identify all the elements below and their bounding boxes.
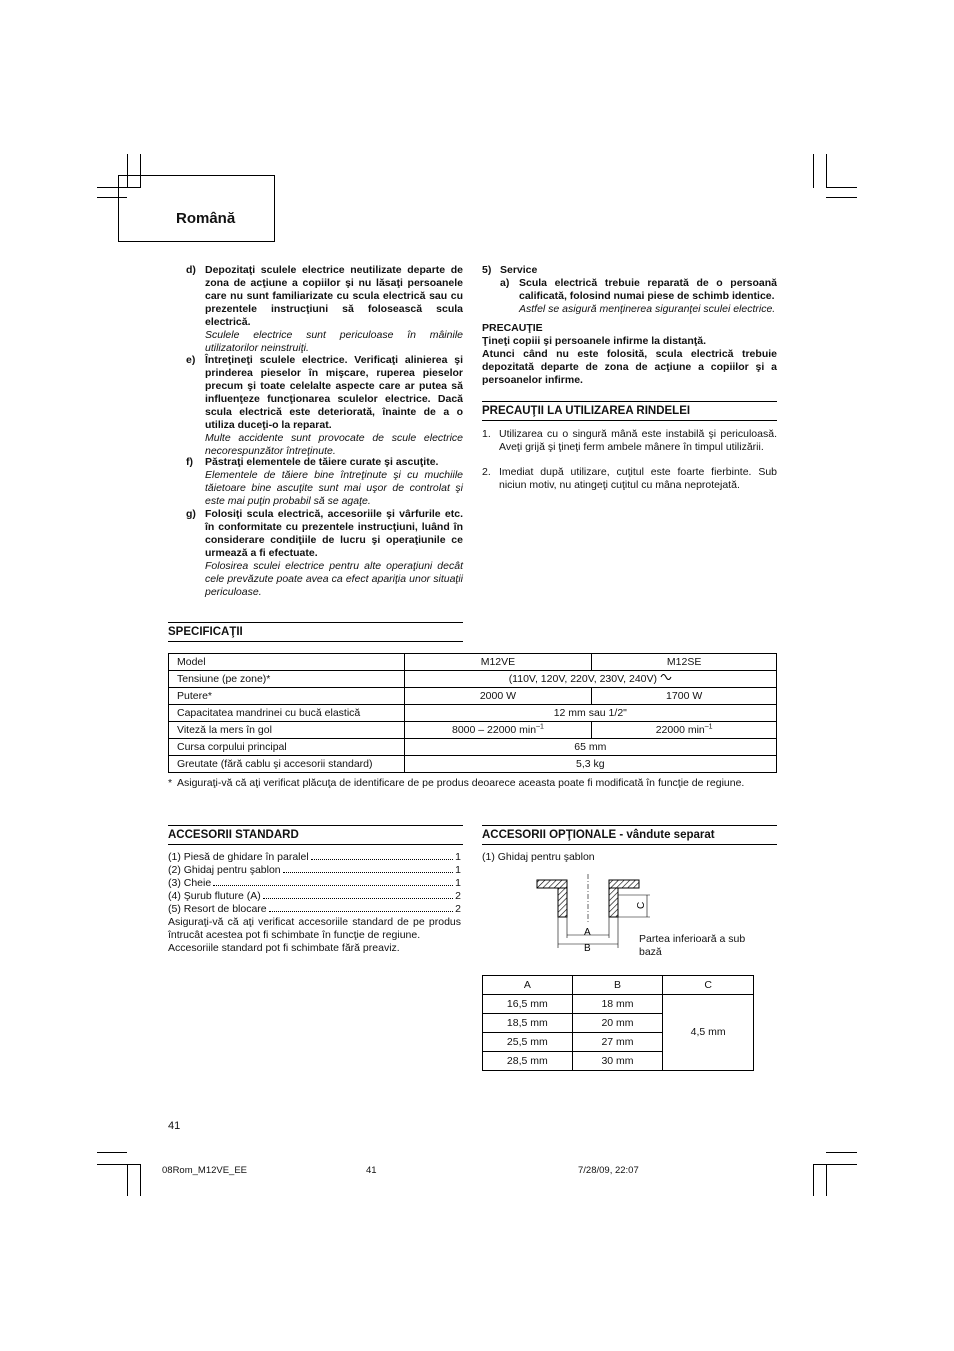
note: Accesoriile standard pot fi schimbate fără preaviz. (168, 942, 400, 954)
table-row (169, 671, 777, 688)
item-name: (2) Ghidaj pentru şablon (168, 864, 281, 876)
item-bold-text: Păstraţi elementele de tăiere curate şi ascuţite. (205, 456, 439, 468)
item-bold-text: Depozitaţi sculele electrice neutilizate departe de zona de acţiune a copiilor şi nu lăsaţi persoanele care nu sunt familiarizate cu scula electrică sau cu prezentele instrucţiuni să folosească scula electrică. (205, 264, 463, 328)
item-label: d) (186, 264, 196, 276)
list-item (168, 864, 461, 877)
table-cell: Cursa corpului principal (169, 739, 405, 756)
list-item (186, 354, 463, 458)
list-item (186, 264, 463, 355)
exponent: –1 (704, 723, 713, 730)
crop-mark (813, 1164, 814, 1196)
page-number: 41 (168, 1120, 181, 1132)
section-heading: ACCESORII OPŢIONALE - vândute separat (482, 825, 777, 845)
footer-file: 08Rom_M12VE_EE (162, 1165, 248, 1176)
table-cell (404, 722, 592, 739)
service-title: Service (500, 264, 538, 276)
item-label: g) (186, 508, 196, 520)
table-cell (592, 722, 777, 739)
precaution-title: PRECAUŢIE (482, 322, 543, 334)
table-cell: 5,3 kg (404, 756, 776, 773)
item-italic-text: Folosirea sculei electrice pentru alte operaţiuni decât cele prevăzute poate avea ca efect apariţia unor situaţii periculoase. (205, 560, 463, 598)
ac-symbol-icon (660, 673, 672, 685)
specs-table (168, 653, 777, 773)
exponent: –1 (536, 723, 544, 730)
table-cell: 1700 W (592, 688, 777, 705)
item-number: 1. (482, 428, 491, 440)
table-cell: Tensiune (pe zone)* (169, 671, 405, 688)
table-cell: 18,5 mm (483, 1014, 573, 1033)
crop-mark (97, 1152, 127, 1153)
table-row (483, 976, 754, 995)
item-italic-text: Elementele de tăiere bine întreţinute şi cu muchiile tăietoare bine ascuţite sunt mai uşor de controlat şi este mai puţin probabil să se agaţe. (205, 469, 463, 507)
table-row (169, 654, 777, 671)
list-item (168, 851, 461, 864)
table-cell: 16,5 mm (483, 995, 573, 1014)
table-row (169, 705, 777, 722)
table-cell: 25,5 mm (483, 1033, 573, 1052)
dim-label-c: C (636, 901, 647, 909)
list-item (482, 428, 777, 454)
footnote: Asiguraţi-vă că aţi verificat plăcuţa de identificare de pe produs deoarece aceasta poate fi modificată în funcţie de regiune. (177, 777, 745, 789)
crop-mark (813, 1164, 857, 1165)
item-qty: 1 (455, 864, 461, 876)
table-cell: 20 mm (572, 1014, 663, 1033)
item-bold-text: Folosiţi scula electrică, accesoriile şi vârfurile etc. în conformitate cu prezentele instrucţiuni, luând în considerare condiţiile de lucru şi operaţiunile ce urmează a fi efectuate. (205, 508, 463, 559)
section-heading: ACCESORII STANDARD (168, 825, 463, 845)
item-label: f) (186, 456, 193, 468)
table-cell: 27 mm (572, 1033, 663, 1052)
list-item (168, 877, 461, 890)
item-italic-text: Sculele electrice sunt periculoase în mâinile utilizatorilor neinstruiţi. (205, 329, 463, 354)
list-item (186, 508, 463, 599)
table-row (169, 688, 777, 705)
list-item (168, 903, 461, 916)
list-item (168, 890, 461, 903)
table-cell: 18 mm (572, 995, 663, 1014)
table-cell (404, 671, 776, 688)
table-row (169, 756, 777, 773)
item-number: 2. (482, 466, 491, 478)
table-cell: Model (169, 654, 405, 671)
speed-a: 8000 – 22000 min (452, 723, 537, 736)
item-text: Imediat după utilizare, cuţitul este foarte fierbinte. Sub niciun motiv, nu atingeţi cuţitul cu mâna neprotejată. (499, 466, 777, 491)
crop-mark (140, 1164, 141, 1196)
precaution-line: Ţineţi copiii şi persoanele infirme la distanţă. (482, 335, 707, 347)
table-cell: Greutate (fără cablu şi accesorii standard) (169, 756, 405, 773)
list-item (482, 466, 777, 492)
crop-mark (826, 1164, 827, 1196)
table-cell: 65 mm (404, 739, 776, 756)
table-cell: 30 mm (572, 1052, 663, 1071)
speed-b: 22000 min (655, 723, 705, 736)
item-bold-text: Întreţineţi sculele electrice. Verificaţi alinierea şi prinderea pieselor în mişcare, ruperea pieselor precum şi toate celelalte aspecte care ar putea să influenţeze funcţionarea sculelor electrice. Dacă scula electrică este deteriorată, înainte de a o utiliza duceţi-o la reparat. (205, 354, 463, 431)
list-item (186, 456, 463, 508)
table-cell: Viteză la mers în gol (169, 722, 405, 739)
crop-mark (826, 1152, 857, 1153)
table-cell: Capacitatea mandrinei cu bucă elastică (169, 705, 405, 722)
footnote-star: * (168, 777, 173, 789)
table-header: C (663, 976, 754, 995)
table-row (483, 995, 754, 1014)
item-bold-text: Scula electrică trebuie reparată de o persoană calificată, folosind numai piese de schimb identice. (519, 277, 777, 302)
footer-page: 41 (366, 1165, 377, 1176)
item-name: (3) Cheie (168, 877, 212, 889)
item-text: Utilizarea cu o singură mână este instabilă şi periculoasă. Aveţi grijă şi ţineţi ferm ambele mânere în timpul utilizării. (499, 428, 777, 453)
table-row (169, 739, 777, 756)
item-label: e) (186, 354, 196, 366)
optional-item: (1) Ghidaj pentru şablon (482, 851, 595, 863)
crop-mark (127, 1164, 128, 1196)
table-row (169, 722, 777, 739)
item-name: (4) Şurub fluture (A) (168, 890, 261, 902)
diagram-caption: Partea inferioară a sub bază (639, 933, 746, 958)
table-cell: 28,5 mm (483, 1052, 573, 1071)
item-qty: 2 (455, 903, 461, 915)
voltage-value: (110V, 120V, 220V, 230V, 240V) (508, 672, 657, 685)
table-cell: M12VE (404, 654, 592, 671)
note: Asiguraţi-vă că aţi verificat accesoriile standard de pe produs întrucât acestea pot fi schimbate în funcţie de regiune. (168, 916, 461, 941)
section-heading: PRECAUŢII LA UTILIZAREA RINDELEI (482, 401, 777, 421)
item-qty: 1 (455, 877, 461, 889)
crop-mark (826, 154, 827, 188)
std-accessories-list (168, 851, 461, 955)
item-label: a) (500, 277, 510, 289)
footer-date: 7/28/09, 22:07 (578, 1165, 639, 1176)
service-label: 5) (482, 264, 492, 276)
crop-mark (97, 1164, 141, 1165)
optional-dimensions-table (482, 975, 754, 1071)
dim-label-b: B (584, 943, 591, 954)
table-cell: M12SE (592, 654, 777, 671)
language-title: Română (176, 210, 236, 227)
table-header: A (483, 976, 573, 995)
dim-label-a: A (584, 927, 591, 938)
item-name: (5) Resort de blocare (168, 903, 267, 915)
table-cell: 4,5 mm (663, 995, 754, 1071)
language-box (118, 175, 275, 242)
table-cell: Putere* (169, 688, 405, 705)
service-item (500, 277, 777, 316)
item-qty: 2 (455, 890, 461, 902)
crop-mark (826, 197, 857, 198)
crop-mark (826, 187, 857, 188)
item-qty: 1 (455, 851, 461, 863)
item-italic-text: Astfel se asigură menţinerea siguranţei sculei electrice. (519, 303, 776, 315)
table-cell: 12 mm sau 1/2" (404, 705, 776, 722)
crop-mark (813, 154, 814, 188)
section-heading: SPECIFICAŢII (168, 622, 463, 642)
precaution-text: Atunci când nu este folosită, scula electrică trebuie depozitată departe de zona de acţiune a copiilor şi a persoanelor infirme. (482, 348, 777, 386)
table-header: B (572, 976, 663, 995)
item-name: (1) Piesă de ghidare în paralel (168, 851, 309, 863)
table-cell: 2000 W (404, 688, 592, 705)
item-italic-text: Multe accidente sunt provocate de scule electrice necorespunzător întreţinute. (205, 432, 463, 457)
